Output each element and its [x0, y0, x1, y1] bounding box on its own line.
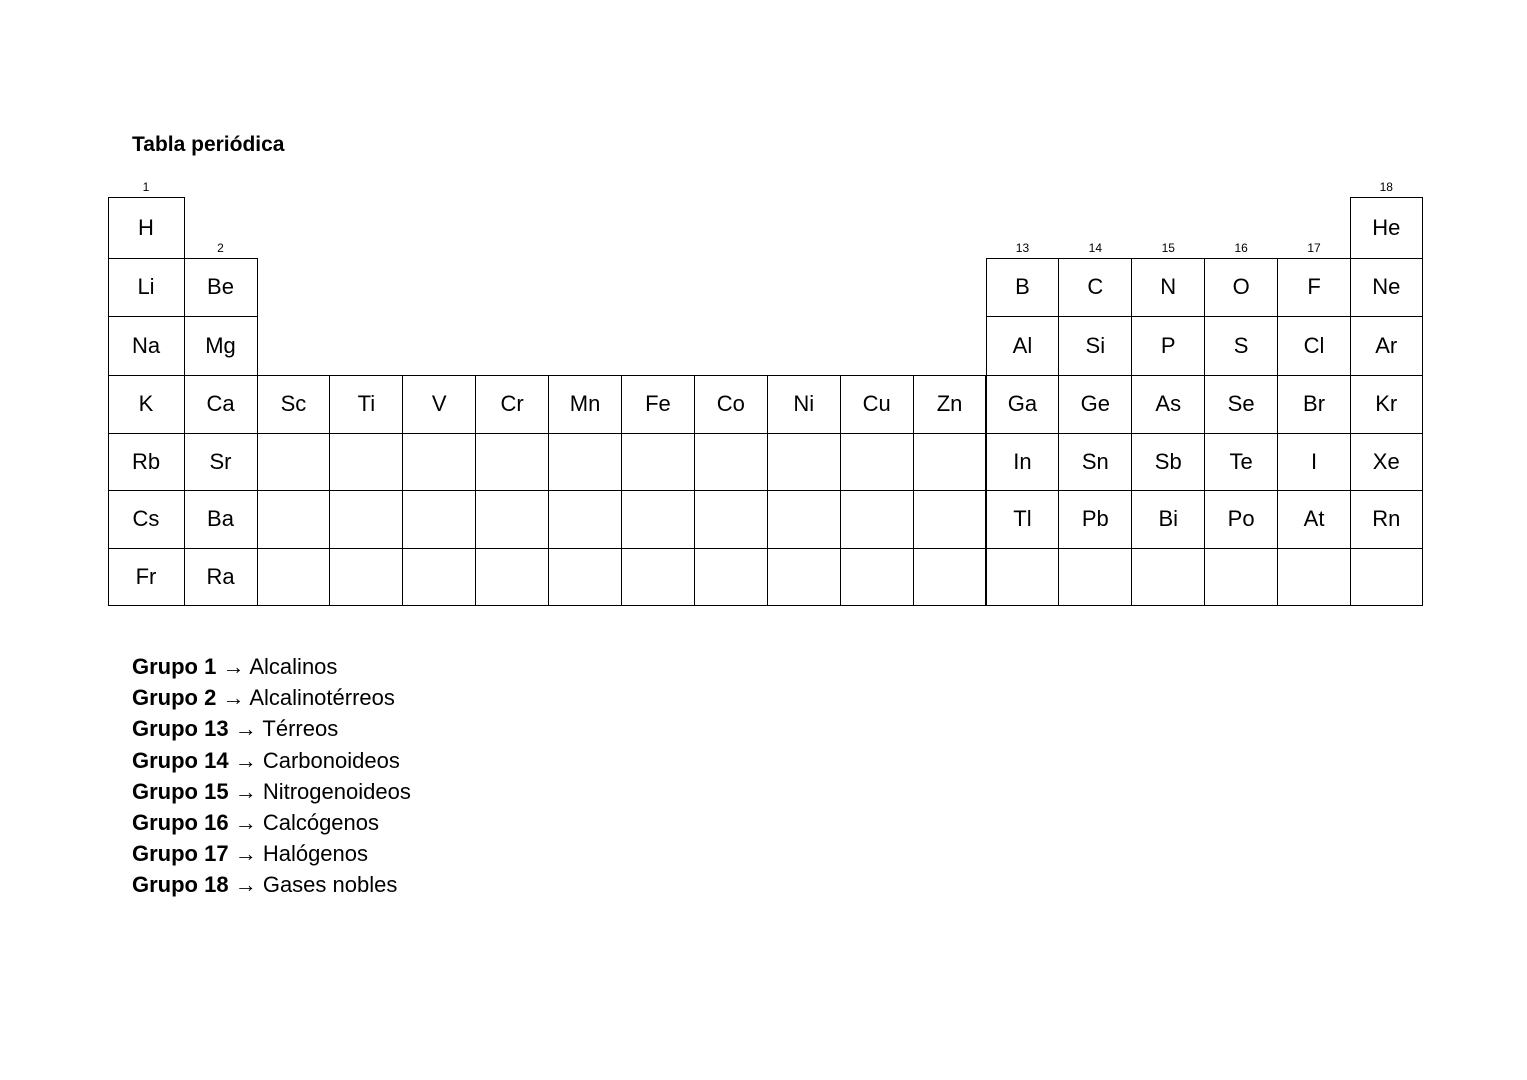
arrow-icon: →	[234, 810, 257, 836]
legend-group-name: Calcógenos	[262, 810, 380, 836]
legend-item	[132, 807, 411, 838]
empty-cell	[329, 433, 403, 491]
empty-cell	[767, 490, 841, 549]
legend-group-name: Halógenos	[262, 841, 369, 867]
element-cell-h: H	[108, 197, 185, 259]
empty-cell	[257, 548, 331, 606]
legend-group-name: Nitrogenoideos	[262, 778, 411, 804]
element-cell-cr: Cr	[475, 375, 549, 434]
element-cell-sr: Sr	[184, 433, 258, 491]
element-cell-ba: Ba	[184, 490, 258, 549]
arrow-icon: →	[234, 841, 257, 867]
group-number-15: 15	[1161, 241, 1175, 255]
element-cell-ra: Ra	[184, 548, 258, 606]
group-legend	[132, 651, 411, 901]
empty-cell	[548, 433, 622, 491]
group-number-14: 14	[1088, 241, 1103, 255]
element-cell-in: In	[986, 433, 1060, 491]
empty-cell	[986, 548, 1060, 606]
empty-cell	[621, 433, 695, 491]
empty-cell	[694, 548, 768, 606]
empty-cell	[621, 490, 695, 549]
element-cell-cs: Cs	[108, 490, 185, 549]
element-cell-sn: Sn	[1058, 433, 1132, 491]
empty-cell	[548, 490, 622, 549]
element-cell-he: He	[1350, 197, 1423, 259]
arrow-icon: →	[234, 747, 257, 773]
legend-group-name: Alcalinotérreos	[249, 685, 395, 711]
element-cell-sc: Sc	[257, 375, 331, 434]
empty-cell	[402, 548, 476, 606]
legend-group-label: Grupo 1	[132, 654, 217, 679]
element-cell-p: P	[1131, 316, 1205, 376]
element-cell-pb: Pb	[1058, 490, 1132, 549]
empty-cell	[257, 490, 331, 549]
empty-cell	[1277, 548, 1351, 606]
group-number-2: 2	[217, 241, 224, 255]
legend-group-name: Gases nobles	[262, 872, 398, 898]
arrow-icon: →	[234, 872, 257, 898]
element-cell-fr: Fr	[108, 548, 185, 606]
element-cell-sb: Sb	[1131, 433, 1205, 491]
legend-group-label: Grupo 14	[132, 747, 229, 773]
element-cell-cu: Cu	[840, 375, 914, 434]
arrow-icon: →	[222, 654, 245, 679]
element-cell-ne: Ne	[1350, 258, 1423, 317]
element-cell-c: C	[1058, 258, 1132, 317]
legend-group-label: Grupo 16	[132, 810, 229, 836]
element-cell-si: Si	[1058, 316, 1132, 376]
element-cell-b: B	[986, 258, 1060, 317]
empty-cell	[475, 490, 549, 549]
arrow-icon: →	[222, 685, 245, 711]
legend-item	[132, 776, 411, 807]
empty-cell	[840, 490, 914, 549]
element-cell-fe: Fe	[621, 375, 695, 434]
legend-item	[132, 682, 411, 713]
arrow-icon: →	[234, 778, 257, 804]
legend-item	[132, 745, 411, 776]
element-cell-po: Po	[1204, 490, 1278, 549]
empty-cell	[913, 433, 987, 491]
element-cell-be: Be	[184, 258, 258, 317]
element-cell-as: As	[1131, 375, 1205, 434]
group-number-1: 1	[142, 180, 150, 194]
element-cell-co: Co	[694, 375, 768, 434]
empty-cell	[257, 433, 331, 491]
element-cell-ga: Ga	[986, 375, 1060, 434]
element-cell-tl: Tl	[986, 490, 1060, 549]
group-number-13: 13	[1015, 241, 1030, 255]
element-cell-ca: Ca	[184, 375, 258, 434]
element-cell-v: V	[402, 375, 476, 434]
empty-cell	[694, 490, 768, 549]
element-cell-kr: Kr	[1350, 375, 1423, 434]
element-cell-at: At	[1277, 490, 1351, 549]
empty-cell	[840, 433, 914, 491]
element-cell-mn: Mn	[548, 375, 622, 434]
empty-cell	[402, 490, 476, 549]
empty-cell	[621, 548, 695, 606]
legend-group-label: Grupo 15	[132, 778, 229, 804]
element-cell-i: I	[1277, 433, 1351, 491]
element-cell-br: Br	[1277, 375, 1351, 434]
legend-group-label: Grupo 17	[132, 841, 229, 867]
element-cell-cl: Cl	[1277, 316, 1351, 376]
element-cell-ni: Ni	[767, 375, 841, 434]
empty-cell	[475, 433, 549, 491]
legend-group-label: Grupo 13	[132, 716, 229, 742]
element-cell-ar: Ar	[1350, 316, 1423, 376]
group-number-17: 17	[1307, 241, 1321, 255]
legend-group-name: Alcalinos	[249, 654, 338, 679]
element-cell-ge: Ge	[1058, 375, 1132, 434]
element-cell-rb: Rb	[108, 433, 185, 491]
page-title: Tabla periódica	[132, 133, 285, 156]
element-cell-f: F	[1277, 258, 1351, 317]
element-cell-rn: Rn	[1350, 490, 1423, 549]
empty-cell	[1058, 548, 1132, 606]
element-cell-k: K	[108, 375, 185, 434]
element-cell-zn: Zn	[913, 375, 987, 434]
empty-cell	[402, 433, 476, 491]
element-cell-bi: Bi	[1131, 490, 1205, 549]
element-cell-li: Li	[108, 258, 185, 317]
empty-cell	[329, 548, 403, 606]
legend-group-name: Térreos	[262, 716, 339, 742]
element-cell-al: Al	[986, 316, 1060, 376]
empty-cell	[694, 433, 768, 491]
element-cell-te: Te	[1204, 433, 1278, 491]
legend-group-name: Carbonoideos	[262, 747, 400, 773]
empty-cell	[548, 548, 622, 606]
element-cell-se: Se	[1204, 375, 1278, 434]
empty-cell	[1204, 548, 1278, 606]
empty-cell	[475, 548, 549, 606]
element-cell-o: O	[1204, 258, 1278, 317]
group-number-16: 16	[1234, 241, 1248, 255]
element-cell-n: N	[1131, 258, 1205, 317]
legend-group-label: Grupo 18	[132, 872, 229, 898]
empty-cell	[767, 548, 841, 606]
element-cell-ti: Ti	[329, 375, 403, 434]
legend-item	[132, 869, 411, 900]
element-cell-s: S	[1204, 316, 1278, 376]
empty-cell	[913, 548, 987, 606]
legend-item	[132, 651, 411, 682]
legend-group-label: Grupo 2	[132, 685, 217, 711]
element-cell-xe: Xe	[1350, 433, 1423, 491]
group-number-18: 18	[1379, 180, 1393, 194]
empty-cell	[913, 490, 987, 549]
empty-cell	[1350, 548, 1423, 606]
element-cell-mg: Mg	[184, 316, 258, 376]
empty-cell	[767, 433, 841, 491]
empty-cell	[1131, 548, 1205, 606]
empty-cell	[840, 548, 914, 606]
element-cell-na: Na	[108, 316, 185, 376]
empty-cell	[329, 490, 403, 549]
arrow-icon: →	[234, 716, 257, 742]
legend-item	[132, 713, 411, 744]
legend-item	[132, 838, 411, 869]
